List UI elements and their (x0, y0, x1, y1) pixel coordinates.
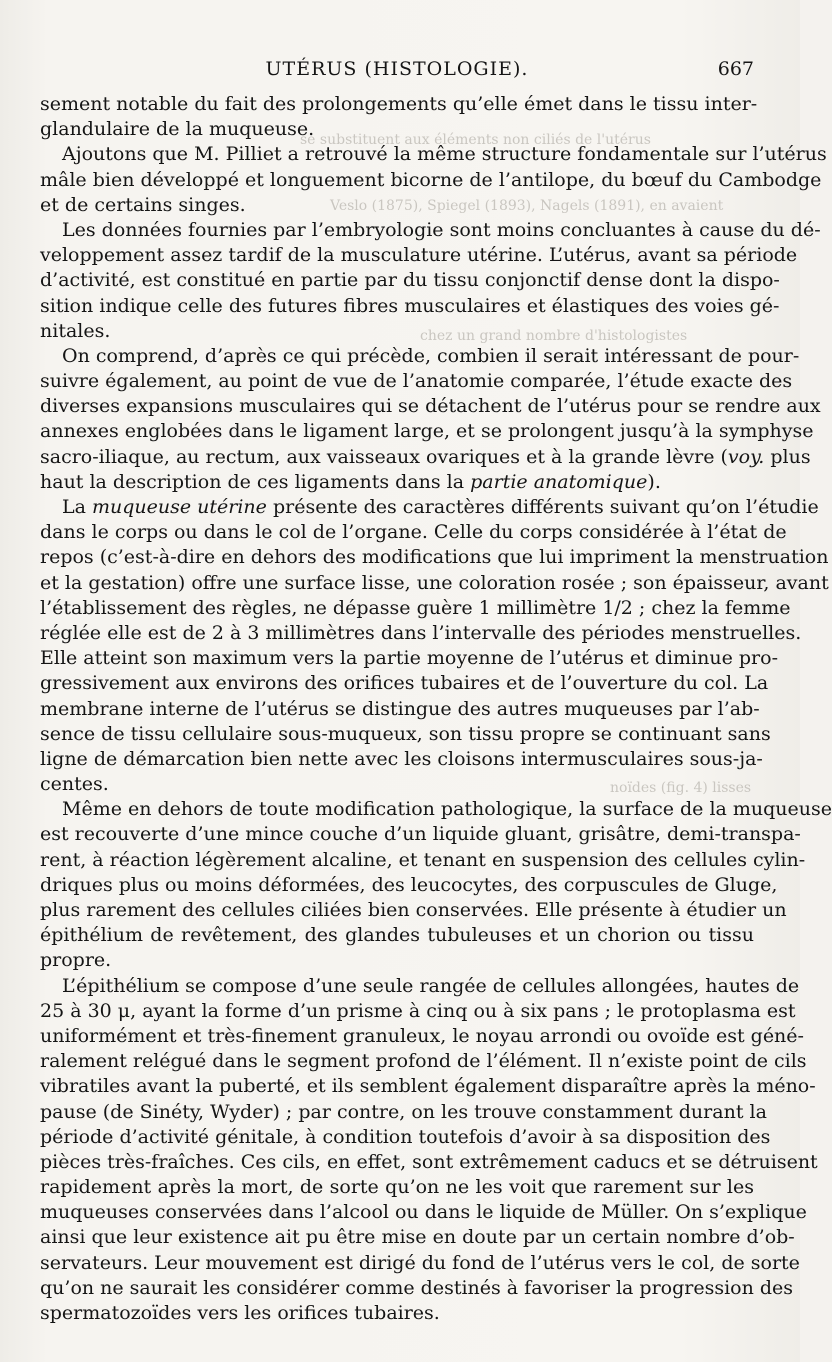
text-line: haut la description de ces ligaments dans la partie anatomique). (40, 470, 661, 493)
text-line: driques plus ou moins déformées, des leucocytes, des corpuscules de Gluge, (40, 873, 778, 896)
text-line: uniformément et très-finement granuleux, le noyau arrondi ou ovoïde est géné- (40, 1024, 804, 1047)
text-line: Les données fournies par l’embryologie sont moins concluantes à cause du dé- (62, 218, 821, 241)
body-text (40, 92, 832, 1326)
text-line: Ajoutons que M. Pilliet a retrouvé la même structure fondamentale sur l’utérus (62, 143, 827, 166)
text-line: l’établissement des règles, ne dépasse guère 1 millimètre 1/2 ; chez la femme (40, 596, 791, 619)
text-line: muqueuses conservées dans l’alcool ou dans le liquide de Müller. On s’explique (40, 1201, 807, 1224)
text-line: épithélium de revêtement, des glandes tubuleuses et un chorion ou tissu (40, 924, 754, 947)
text-line: sement notable du fait des prolongements qu’elle émet dans le tissu inter- (40, 93, 758, 115)
text-line: spermatozoïdes vers les orifices tubaires. (40, 1302, 440, 1324)
show-through-text: se substituent aux éléments non ciliés de l'utérus (300, 132, 651, 148)
text-line: La muqueuse utérine présente des caractères différents suivant qu’on l’étudie (62, 496, 819, 518)
show-through-text: chez un grand nombre d'histologistes (420, 328, 688, 344)
text-line: sacro-iliaque, au rectum, aux vaisseaux ovariques et à la grande lèvre (voy. plus (40, 445, 811, 468)
text-line: membrane interne de l’utérus se distingue des autres muqueuses par l’ab- (40, 697, 760, 720)
text-line: L’épithélium se compose d’une seule rangée de cellules allongées, hautes de (62, 974, 800, 997)
text-line: gressivement aux environs des orifices tubaires et de l’ouverture du col. La (40, 672, 769, 695)
text-line: rent, à réaction légèrement alcaline, et tenant en suspension des cellules cylin- (40, 848, 806, 871)
text-line: période d’activité génitale, à condition toutefois d’avoir à sa disposition des (40, 1125, 771, 1148)
text-line: est recouverte d’une mince couche d’un liquide gluant, grisâtre, demi-transpa- (40, 823, 801, 846)
text-line: On comprend, d’après ce qui précède, combien il serait intéressant de pour- (62, 344, 800, 367)
page-number: 667 (717, 58, 754, 80)
text-line: et de certains singes. (40, 193, 246, 216)
text-line: propre. (40, 949, 112, 972)
text-line: suivre également, au point de vue de l’anatomie comparée, l’étude exacte des (40, 370, 793, 393)
text-line: pièces très-fraîches. Ces cils, en effet, sont extrêmement caducs et se détruisent (40, 1150, 818, 1173)
text-line: Même en dehors de toute modification pathologique, la surface de la muqueuse (62, 798, 832, 821)
text-line: dans le corps ou dans le col de l’organe. Celle du corps considérée à l’état de (40, 521, 787, 544)
text-line: diverses expansions musculaires qui se détachent de l’utérus pour se rendre aux (40, 395, 821, 418)
text-line: vibratiles avant la puberté, et ils semblent également disparaître après la méno- (40, 1075, 816, 1098)
show-through-text: Veslo (1875), Spiegel (1893), Nagels (1891), en avaient (330, 198, 724, 214)
text-line: 25 à 30 μ, ayant la forme d’un prisme à cinq ou à six pans ; le protoplasma est (40, 999, 796, 1022)
text-line: annexes englobées dans le ligament large, et se prolongent jusqu’à la symphyse (40, 420, 814, 443)
text-line: ralement relégué dans le segment profond de l’élément. Il n’existe point de cils (40, 1050, 807, 1073)
text-line: et la gestation) offre une surface lisse, une coloration rosée ; son épaisseur, avant (40, 571, 829, 594)
text-line: ligne de démarcation bien nette avec les cloisons intermusculaires sous-ja- (40, 747, 763, 770)
show-through-text: noïdes (fig. 4) lisses (610, 780, 752, 796)
text-line: Elle atteint son maximum vers la partie moyenne de l’utérus et diminue pro- (40, 647, 779, 670)
text-line: plus rarement des cellules ciliées bien conservées. Elle présente à étudier un (40, 899, 787, 921)
text-line: réglée elle est de 2 à 3 millimètres dans l’intervalle des périodes menstruelles. (40, 621, 802, 644)
text-line: ainsi que leur existence ait pu être mise en doute par un certain nombre d’ob- (40, 1226, 795, 1249)
text-line: d’activité, est constitué en partie par du tissu conjonctif dense dont la dispo- (40, 269, 780, 292)
text-line: nitales. (40, 319, 111, 342)
text-line: sition indique celle des futures fibres musculaires et élastiques des voies gé- (40, 294, 780, 317)
page-header (40, 58, 754, 88)
text-line: servateurs. Leur mouvement est dirigé du fond de l’utérus vers le col, de sorte (40, 1251, 800, 1274)
text-line: veloppement assez tardif de la musculature utérine. L’utérus, avant sa période (40, 244, 798, 267)
text-line: pause (de Sinéty, Wyder) ; par contre, on les trouve constamment durant la (40, 1100, 767, 1123)
text-line: sence de tissu cellulaire sous-muqueux, son tissu propre se continuant sans (40, 722, 771, 745)
text-line: repos (c’est-à-dire en dehors des modifications que lui impriment la menstruation (40, 546, 829, 569)
text-line: rapidement après la mort, de sorte qu’on ne les voit que rarement sur les (40, 1176, 754, 1199)
text-line: centes. (40, 773, 109, 796)
text-line: qu’on ne saurait les considérer comme destinés à favoriser la progression des (40, 1276, 794, 1299)
running-title: UTÉRUS (HISTOLOGIE). (265, 58, 529, 80)
text-line: mâle bien développé et longuement bicorne de l’antilope, du bœuf du Cambodge (40, 168, 822, 191)
text-line: glandulaire de la muqueuse. (40, 118, 315, 141)
